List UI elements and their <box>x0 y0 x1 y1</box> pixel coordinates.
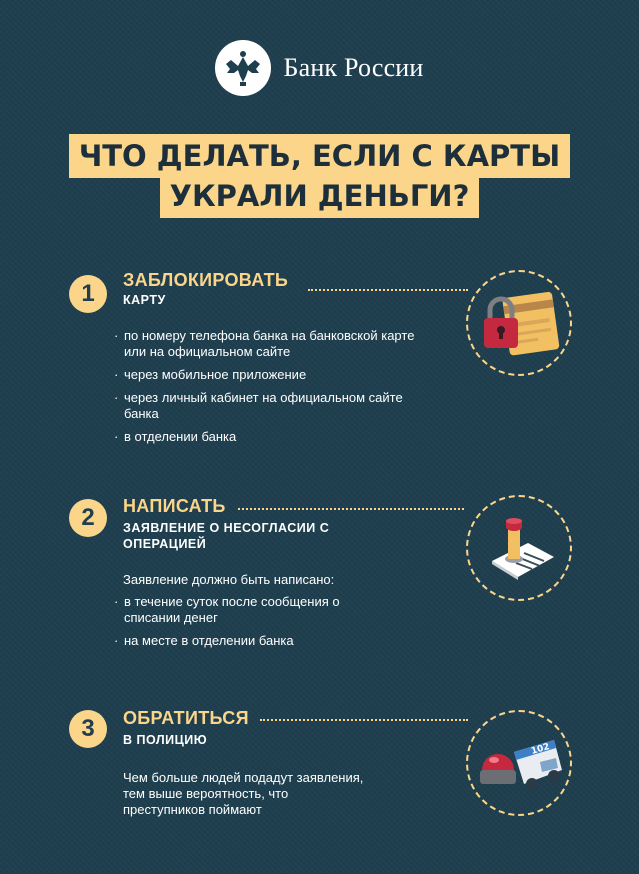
step-3-text: Чем больше людей подадут заявления, тем выше вероятность, что преступников поймают <box>123 770 364 817</box>
list-item: · через личный кабинет на официальном сайте банка <box>114 390 424 422</box>
headline-line-2: УКРАЛИ ДЕНЬГИ? <box>0 174 639 218</box>
dotted-connector-2 <box>238 508 464 510</box>
step-1-bullets <box>114 328 424 452</box>
bank-logo <box>0 40 639 96</box>
list-item: · в отделении банка <box>114 429 424 445</box>
dotted-connector-1 <box>308 289 468 291</box>
step-number-2: 2 <box>69 499 107 537</box>
bank-name: Банк России <box>283 53 424 82</box>
dotted-connector-3 <box>260 719 468 721</box>
list-item: · на месте в отделении банка <box>114 633 369 649</box>
double-headed-eagle-icon <box>215 40 271 96</box>
svg-text:102: 102 <box>530 742 551 757</box>
step-3-title: ОБРАТИТЬСЯ <box>123 708 249 728</box>
police-van-siren-icon <box>466 710 572 816</box>
card-lock-icon <box>466 270 572 376</box>
step-2-bullets <box>114 594 369 656</box>
step-1-subtitle: КАРТУ <box>123 293 166 307</box>
headline-line-1: ЧТО ДЕЛАТЬ, ЕСЛИ С КАРТЫ <box>0 134 639 178</box>
step-1-title: ЗАБЛОКИРОВАТЬ <box>123 270 289 290</box>
step-2-title: НАПИСАТЬ <box>123 496 226 516</box>
step-number-3: 3 <box>69 710 107 748</box>
list-item: · в течение суток после сообщения о списании денег <box>114 594 369 626</box>
step-3-subtitle: В ПОЛИЦИЮ <box>123 733 208 747</box>
list-item: · по номеру телефона банка на банковской карте или на официальном сайте <box>114 328 424 360</box>
step-number-1: 1 <box>69 275 107 313</box>
step-2-subtitle: ЗАЯВЛЕНИЕ О НЕСОГЛАСИИ С ОПЕРАЦИЕЙ <box>123 521 330 551</box>
list-item: · через мобильное приложение <box>114 367 424 383</box>
stamp-document-icon <box>466 495 572 601</box>
step-2-intro: Заявление должно быть написано: <box>123 572 335 587</box>
